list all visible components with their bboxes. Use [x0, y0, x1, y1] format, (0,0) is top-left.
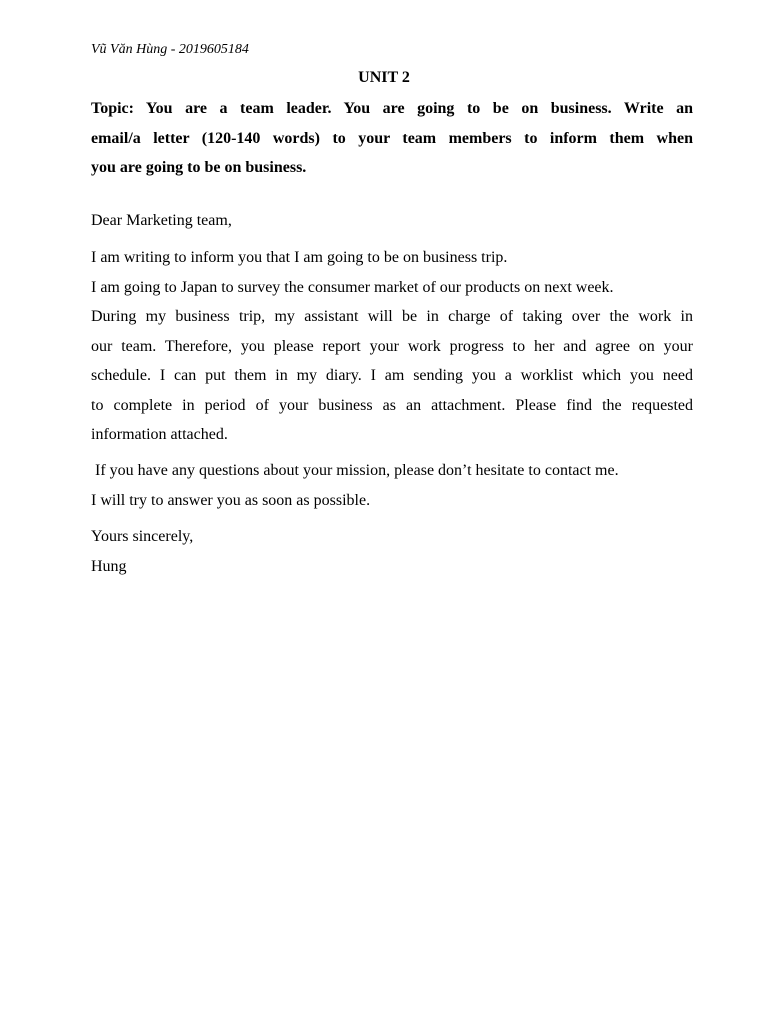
topic-line: email/a letter (120-140 words) to your team members to inform them when: [91, 129, 693, 147]
letter-signature: Hung: [91, 558, 127, 575]
paragraph-line: I am writing to inform you that I am going to be on business trip.: [91, 249, 508, 266]
paragraph-line: information attached.: [91, 426, 228, 443]
topic-prompt: [91, 94, 693, 183]
paragraph-line: I will try to answer you as soon as possible.: [91, 491, 371, 509]
author-header: Vũ Văn Hùng - 2019605184: [91, 42, 249, 57]
letter-paragraph-1: [91, 243, 693, 450]
topic-line: you are going to be on business.: [91, 159, 307, 176]
paragraph-line: If you have any questions about your mission, please don’t hesitate to contact me.: [91, 462, 619, 479]
paragraph-line: schedule. I can put them in my diary. I am sending you a worklist which you need: [91, 367, 693, 384]
letter-closing: Yours sincerely,: [91, 528, 194, 545]
paragraph-line: to complete in period of your business as an attachment. Please find the requested: [91, 396, 693, 414]
paragraph-line: our team. Therefore, you please report your work progress to her and agree on your: [91, 337, 693, 355]
letter-salutation: Dear Marketing team,: [91, 212, 232, 229]
topic-line: Topic: You are a team leader. You are going to be on business. Write an: [91, 100, 693, 117]
paragraph-line: During my business trip, my assistant will be in charge of taking over the work in: [91, 308, 693, 325]
unit-title: UNIT 2: [358, 69, 410, 86]
letter-paragraph-2: [91, 456, 693, 515]
paragraph-line: I am going to Japan to survey the consumer market of our products on next week.: [91, 278, 614, 296]
